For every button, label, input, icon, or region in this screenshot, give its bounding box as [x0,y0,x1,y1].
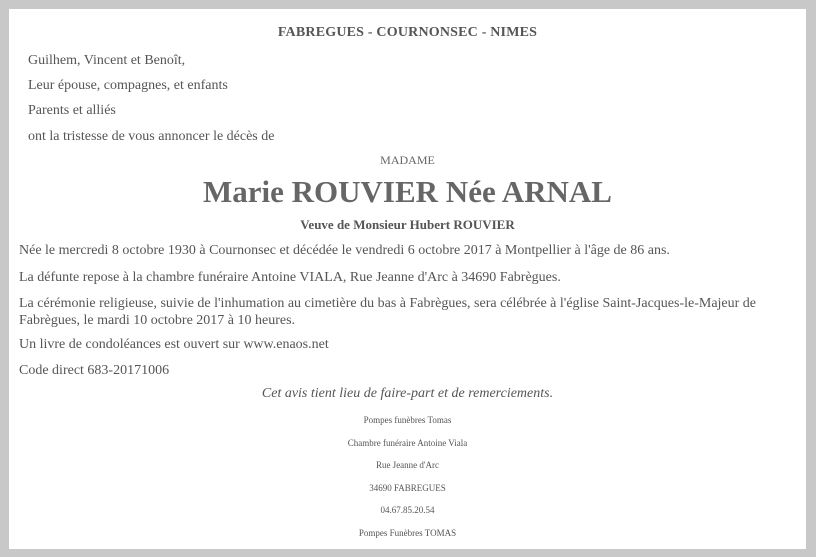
obituary-notice [9,9,806,549]
funeral-home-street: Rue Jeanne d'Arc [375,460,440,470]
birth-death-paragraph: Née le mercredi 8 octobre 1930 à Cournonsec et décédée le vendredi 6 octobre 2017 à Montpellier à l'âge de 86 ans. [19,243,670,258]
funeral-home-city: 34690 FABREGUES [369,483,446,493]
funeral-chamber-name: Chambre funéraire Antoine Viala [347,438,468,448]
deceased-subtitle: Veuve de Monsieur Hubert ROUVIER [300,217,515,232]
funeral-home-name: Pompes funèbres Tomas [363,415,452,425]
intro-line-spouses: Leur épouse, compagnes, et enfants [28,78,228,93]
direct-code-paragraph: Code direct 683-20171006 [19,363,170,378]
funeral-home-phone: 04.67.85.20.54 [380,505,435,515]
locations-heading: FABREGUES - COURNONSEC - NIMES [277,25,538,40]
closing-note: Cet avis tient lieu de faire-part et de remerciements. [261,386,554,401]
rest-place-paragraph: La défunte repose à la chambre funéraire Antoine VIALA, Rue Jeanne d'Arc à 34690 Fabrègues. [19,270,561,285]
intro-line-relatives: Parents et alliés [28,103,116,118]
deceased-name: Marie ROUVIER Née ARNAL [203,174,612,209]
ceremony-paragraph: La cérémonie religieuse, suivie de l'inhumation au cimetière du bas à Fabrègues, sera célébrée à l'église Saint-Jacques-le-Majeur de Fabrègues, le mardi 10 octobre 2017 à 10 heures. [19,296,757,328]
condolences-paragraph: Un livre de condoléances est ouvert sur www.enaos.net [19,337,329,352]
deceased-title: MADAME [380,153,435,167]
intro-line-children: Guilhem, Vincent et Benoît, [28,53,186,68]
intro-line-announcement: ont la tristesse de vous annoncer le décès de [28,129,275,144]
funeral-home-signature: Pompes Funèbres TOMAS [358,528,457,538]
